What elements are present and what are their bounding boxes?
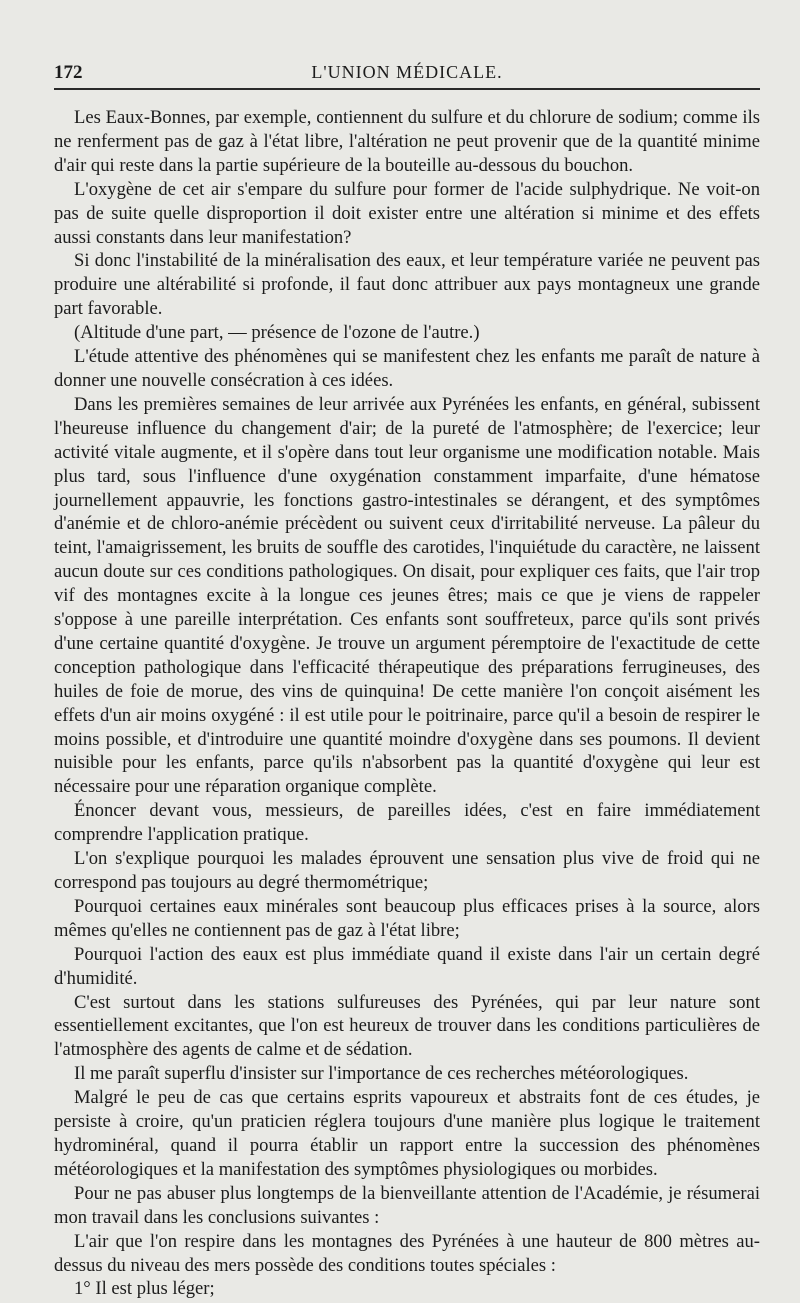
paragraph: Il me paraît superflu d'insister sur l'importance de ces recherches météorologiques. — [74, 1063, 689, 1085]
page-header — [54, 58, 760, 90]
paragraph: Pourquoi certaines eaux minérales sont beaucoup plus efficaces prises à la source, alors mêmes qu'elles ne contiennent pas de gaz à l'état libre; — [54, 895, 760, 941]
running-title: L'UNION MÉDICALE. — [311, 62, 503, 82]
paragraph: Dans les premières semaines de leur arrivée aux Pyrénées les enfants, en général, subissent l'heureuse influence du changement d'air; de la pureté de l'atmosphère; de l'exercice; leur activité vitale augmente, et il s'opère dans tout leur organisme une modification notable. Mais plus tard, sous l'influence d'une oxygénation constamment imparfaite, d'une hématose journellement appauvrie, les fonctions gastro-intestinales se dérangent, et des symptômes d'anémie et de chloro-anémie précèdent ou suivent ceux d'irritabilité nerveuse. La pâleur du teint, l'amaigrissement, les bruits de souffle des carotides, l'inquiétude du caractère, ne laissent aucun doute sur ces conditions pathologiques. On disait, pour expliquer ces faits, que l'air trop vif des montagnes excite à la longue ces jeunes êtres; mais ce que je viens de rappeler s'oppose à une pareille interprétation. Ces enfants sont souffreteux, parce qu'ils sont privés d'une certaine quantité d'oxygène. Je trouve un argument péremptoire de l'exactitude de cette conception pathologique dans l'efficacité thérapeutique des préparations ferrugineuses, des huiles de foie de morue, des vins de quinquina! De cette manière l'on conçoit aisément les effets d'un air moins oxygéné : il est utile pour le poitrinaire, parce qu'il a besoin de respirer le moins possible, et d'introduire une quantité moindre d'oxygène dans ses poumons. Il devient nuisible pour les enfants, parce qu'ils n'absorbent pas la quantité d'oxygène qui leur est nécessaire pour une réparation organique complète. — [54, 393, 760, 798]
body-text — [54, 106, 760, 1301]
paragraph: L'oxygène de cet air s'empare du sulfure pour former de l'acide sulphydrique. Ne voit-on pas de suite quelle disproportion il doit exister entre une altération si minime et des effets aussi constants dans leur manifestation? — [54, 178, 760, 248]
paragraph: Les Eaux-Bonnes, par exemple, contiennent du sulfure et du chlorure de sodium; comme ils ne renferment pas de gaz à l'état libre, l'altération ne peut provenir que de la quantité minime d'air qui reste dans la partie supérieure de la bouteille au-dessous du bouchon. — [54, 107, 760, 176]
paragraph: Malgré le peu de cas que certains esprits vapoureux et abstraits font de ces études, je persiste à croire, qu'un praticien réglera toujours d'une manière plus logique le traitement hydrominéral, quand il pourra établir un rapport entre la succession des phénomènes météorologiques et la manifestation des symptômes physiologiques ou morbides. — [54, 1087, 760, 1180]
paragraph: Si donc l'instabilité de la minéralisation des eaux, et leur température variée ne peuvent pas produire une altérabilité si profonde, il faut donc attribuer aux pays montagneux une grande part favorable. — [54, 250, 760, 320]
paragraph: Pour ne pas abuser plus longtemps de la bienveillante attention de l'Académie, je résumerai mon travail dans les conclusions suivantes : — [54, 1182, 760, 1228]
paragraph: C'est surtout dans les stations sulfureuses des Pyrénées, qui par leur nature sont essentiellement excitantes, que l'on est heureux de trouver dans les conditions particulières de l'atmosphère des agents de calme et de sédation. — [54, 991, 760, 1061]
paragraph: Énoncer devant vous, messieurs, de pareilles idées, c'est en faire immédiatement comprendre l'application pratique. — [54, 800, 760, 846]
paragraph: (Altitude d'une part, — présence de l'ozone de l'autre.) — [74, 322, 480, 344]
paragraph: Pourquoi l'action des eaux est plus immédiate quand il existe dans l'air un certain degré d'humidité. — [54, 943, 760, 989]
paragraph: L'air que l'on respire dans les montagnes des Pyrénées à une hauteur de 800 mètres au-dessus du niveau des mers possède des conditions toutes spéciales : — [54, 1230, 760, 1276]
paragraph: L'on s'explique pourquoi les malades éprouvent une sensation plus vive de froid qui ne correspond pas toujours au degré thermométrique; — [54, 848, 760, 893]
page-number: 172 — [54, 62, 83, 83]
paragraph: 1° Il est plus léger; — [74, 1278, 215, 1300]
paragraph: L'étude attentive des phénomènes qui se manifestent chez les enfants me paraît de nature à donner une nouvelle consécration à ces idées. — [54, 346, 760, 391]
